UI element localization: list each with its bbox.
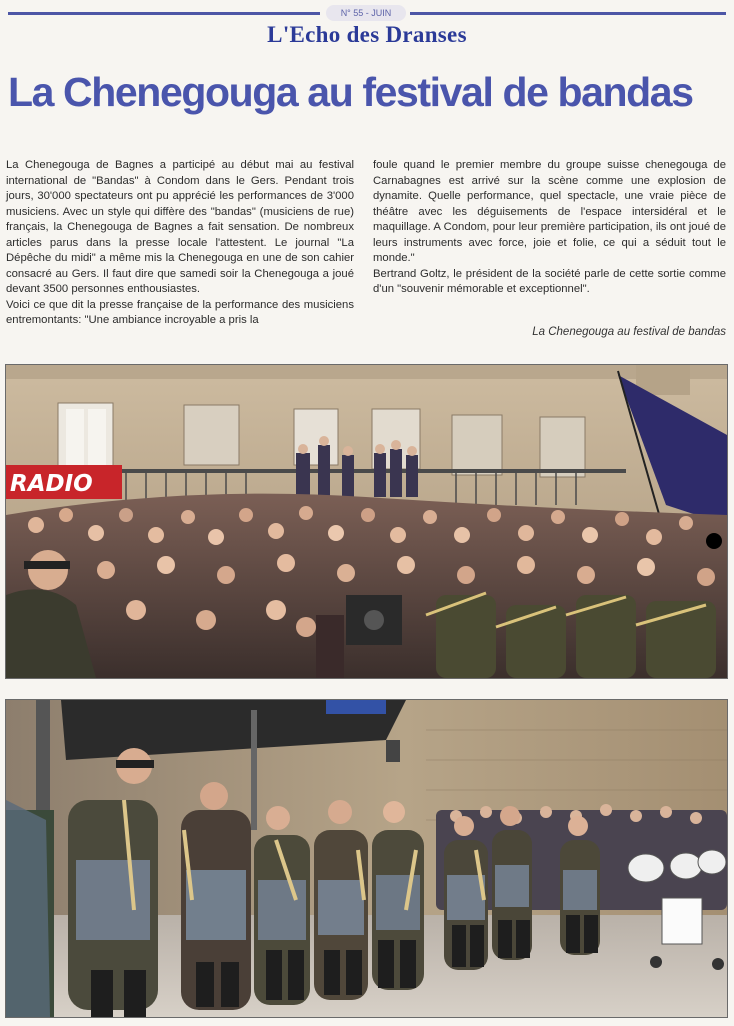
- paragraph: Voici ce que dit la presse française de la performance des musiciens entremontants: "Une ambiance incroyable a pris la: [6, 298, 354, 326]
- issue-badge: N° 55 - JUIN: [326, 5, 406, 21]
- header-rule-right: [410, 12, 726, 15]
- crowd-photo: [5, 364, 728, 679]
- photo-caption: La Chenegouga au festival de bandas: [532, 326, 726, 338]
- article-headline: La Chenegouga au festival de bandas: [8, 69, 693, 115]
- article-column-1: [6, 158, 354, 329]
- paragraph: Bertrand Goltz, le président de la société parle de cette sortie comme d'un "souvenir mémorable et exceptionnel".: [373, 267, 726, 295]
- band-photo-illustration: [6, 700, 727, 1017]
- radio-banner-text: RADIO: [10, 471, 93, 497]
- paragraph: La Chenegouga de Bagnes a participé au début mai au festival international de "Bandas" à Condom dans le Gers. Pendant trois jours, 30'000 spectateurs ont pu apprécié les performances de 3'000 musiciens. Avec un style qui diffère des "bandas" (musiciens de rue) français, la Chenegouga de Bagnes a fait sensation. De nombreux articles parus dans la presse locale l'attestent. Le journal "La Dépêche du midi" a même mis la Chenegouga en une de son cahier consacré au Gers. Il faut dire que samedi soir la Chenegouga a joué devant 3500 personnes enthousiastes.: [6, 159, 354, 295]
- band-photo: [5, 699, 728, 1018]
- article-column-2: [373, 158, 726, 298]
- header-rule-left: [8, 12, 320, 15]
- paragraph: foule quand le premier membre du groupe suisse chenegouga de Carnabagnes est arrivé sur la scène comme une explosion de dynamite. Quelle performance, quel spectacle, une vraie pièce de théâtre avec les déguisements de l'espace intersidéral et le maquillage. A Condom, pour leur première participation, ils ont joué de leurs instruments avec force, joie et folie, ce qui a séduit tout le monde.": [373, 159, 726, 264]
- crowd-photo-illustration: [6, 365, 727, 678]
- magazine-title: L'Echo des Dranses: [267, 22, 467, 47]
